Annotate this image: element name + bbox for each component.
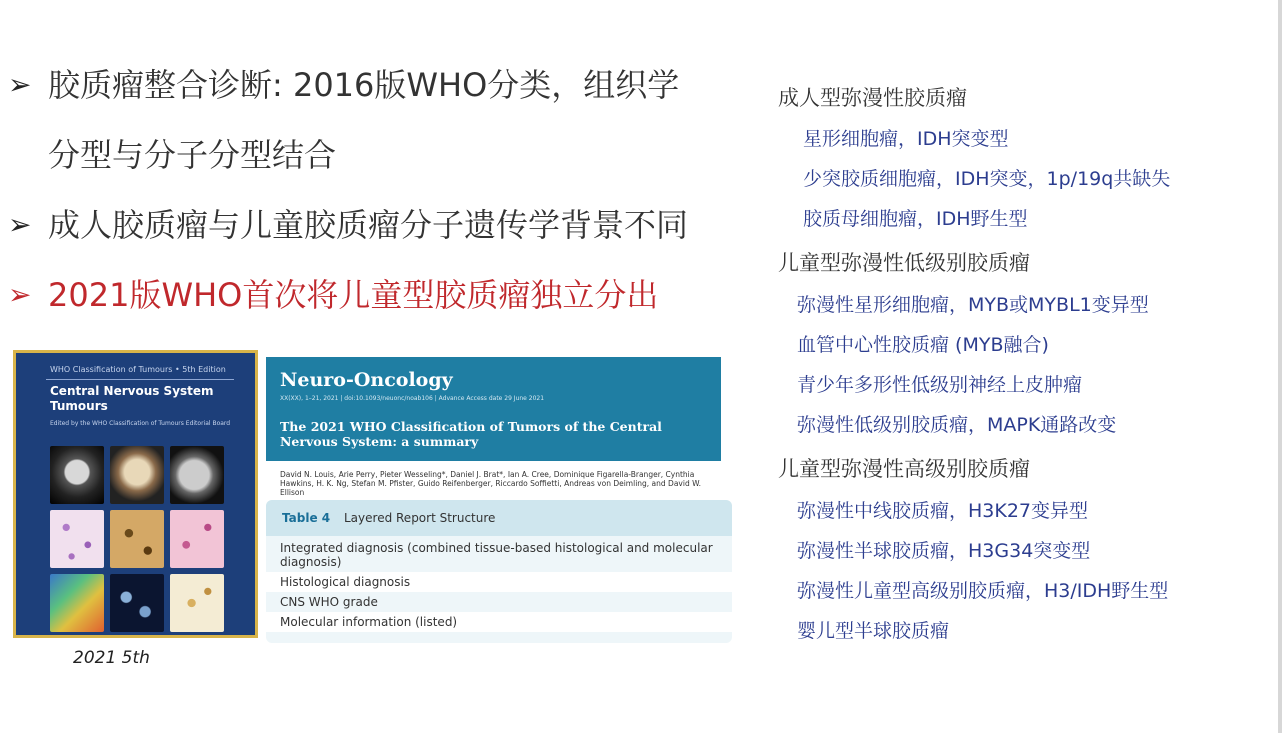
group-item: 少突胶质细胞瘤，IDH突变，1p/19q共缺失 [803,168,1171,190]
histology-image [170,574,224,632]
table-cell: Histological diagnosis [280,575,411,589]
report-structure-table [266,500,732,643]
table-header [266,500,732,536]
group-item: 弥漫性低级别胶质瘤，MAPK通路改变 [797,414,1117,436]
group-item: 婴儿型半球胶质瘤 [797,620,950,642]
journal-name: Neuro-Oncology [280,369,453,391]
bullet-line: 分型与分子分型结合 [48,136,337,174]
bullet-arrow-icon: ➢ [8,68,32,101]
group-heading: 儿童型弥漫性高级别胶质瘤 [778,457,1030,481]
table-cell: CNS WHO grade [280,595,378,609]
group-item: 胶质母细胞瘤，IDH野生型 [803,208,1028,230]
table-number: Table 4 [282,511,331,525]
group-item: 弥漫性半球胶质瘤，H3G34突变型 [797,540,1091,562]
bullet-arrow-icon: ➢ [8,278,32,311]
histology-image [170,510,224,568]
mri-image [50,446,104,504]
journal-header [266,357,721,461]
group-heading: 儿童型弥漫性低级别胶质瘤 [778,251,1030,275]
group-item: 弥漫性儿童型高级别胶质瘤，H3/IDH野生型 [797,580,1169,602]
bullet-item [8,190,728,260]
histology-image [50,510,104,568]
table-row [266,592,732,612]
book-title: Central Nervous System Tumours [50,384,214,413]
table-cell: Molecular information (listed) [280,615,458,629]
bullet-text: 2021版WHO首次将儿童型胶质瘤独立分出 [48,276,659,314]
bullet-text [48,50,728,190]
book-image-grid [50,446,224,632]
book-caption: 2021 5th [73,648,150,668]
table-row [266,612,732,632]
bullet-line: 胶质瘤整合诊断: 2016版WHO分类，组织学 [48,66,680,104]
mri-sagittal-image [170,446,224,504]
bullet-arrow-icon: ➢ [8,208,32,241]
table-title: Layered Report Structure [344,511,496,525]
right-edge-bar [1278,0,1282,733]
bullet-text: 成人胶质瘤与儿童胶质瘤分子遗传学背景不同 [48,206,689,244]
histology-image [110,510,164,568]
table-row [266,538,732,572]
heatmap-image [50,574,104,632]
article-title: The 2021 WHO Classification of Tumors of the Central Nervous System: a summary [280,419,662,449]
fluorescence-image [110,574,164,632]
book-series: WHO Classification of Tumours • 5th Edition [50,365,226,374]
group-item: 青少年多形性低级别神经上皮肿瘤 [797,374,1083,396]
book-editor: Edited by the WHO Classification of Tumours Editorial Board [50,420,231,427]
group-item: 弥漫性星形细胞瘤，MYB或MYBL1变异型 [797,294,1149,316]
journal-meta: XX(XX), 1–21, 2021 | doi:10.1093/neuonc/noab106 | Advance Access date 29 June 2021 [280,395,545,402]
table-row [266,572,732,592]
group-item: 血管中心性胶质瘤 (MYB融合) [797,334,1049,356]
bullet-item-highlight [8,260,728,330]
book-divider [46,379,234,380]
table-cell: Integrated diagnosis (combined tissue-based histological and molecular diagnosis) [280,541,713,569]
group-heading: 成人型弥漫性胶质瘤 [778,86,967,110]
bullet-item [8,50,728,190]
group-item: 弥漫性中线胶质瘤，H3K27变异型 [797,500,1089,522]
gross-brain-image [110,446,164,504]
group-item: 星形细胞瘤，IDH突变型 [803,128,1009,150]
article-authors: David N. Louis, Arie Perry, Pieter Wesseling*, Daniel J. Brat*, Ian A. Cree, Dominique Figarella-Branger, Cynthia Hawkins, H. K. Ng, Stefan M. Pfister, Guido Reifenberger, Riccardo Soffietti, Andreas von Deimling, and David W. Ellison [280,470,702,497]
who-book-cover [13,350,258,638]
